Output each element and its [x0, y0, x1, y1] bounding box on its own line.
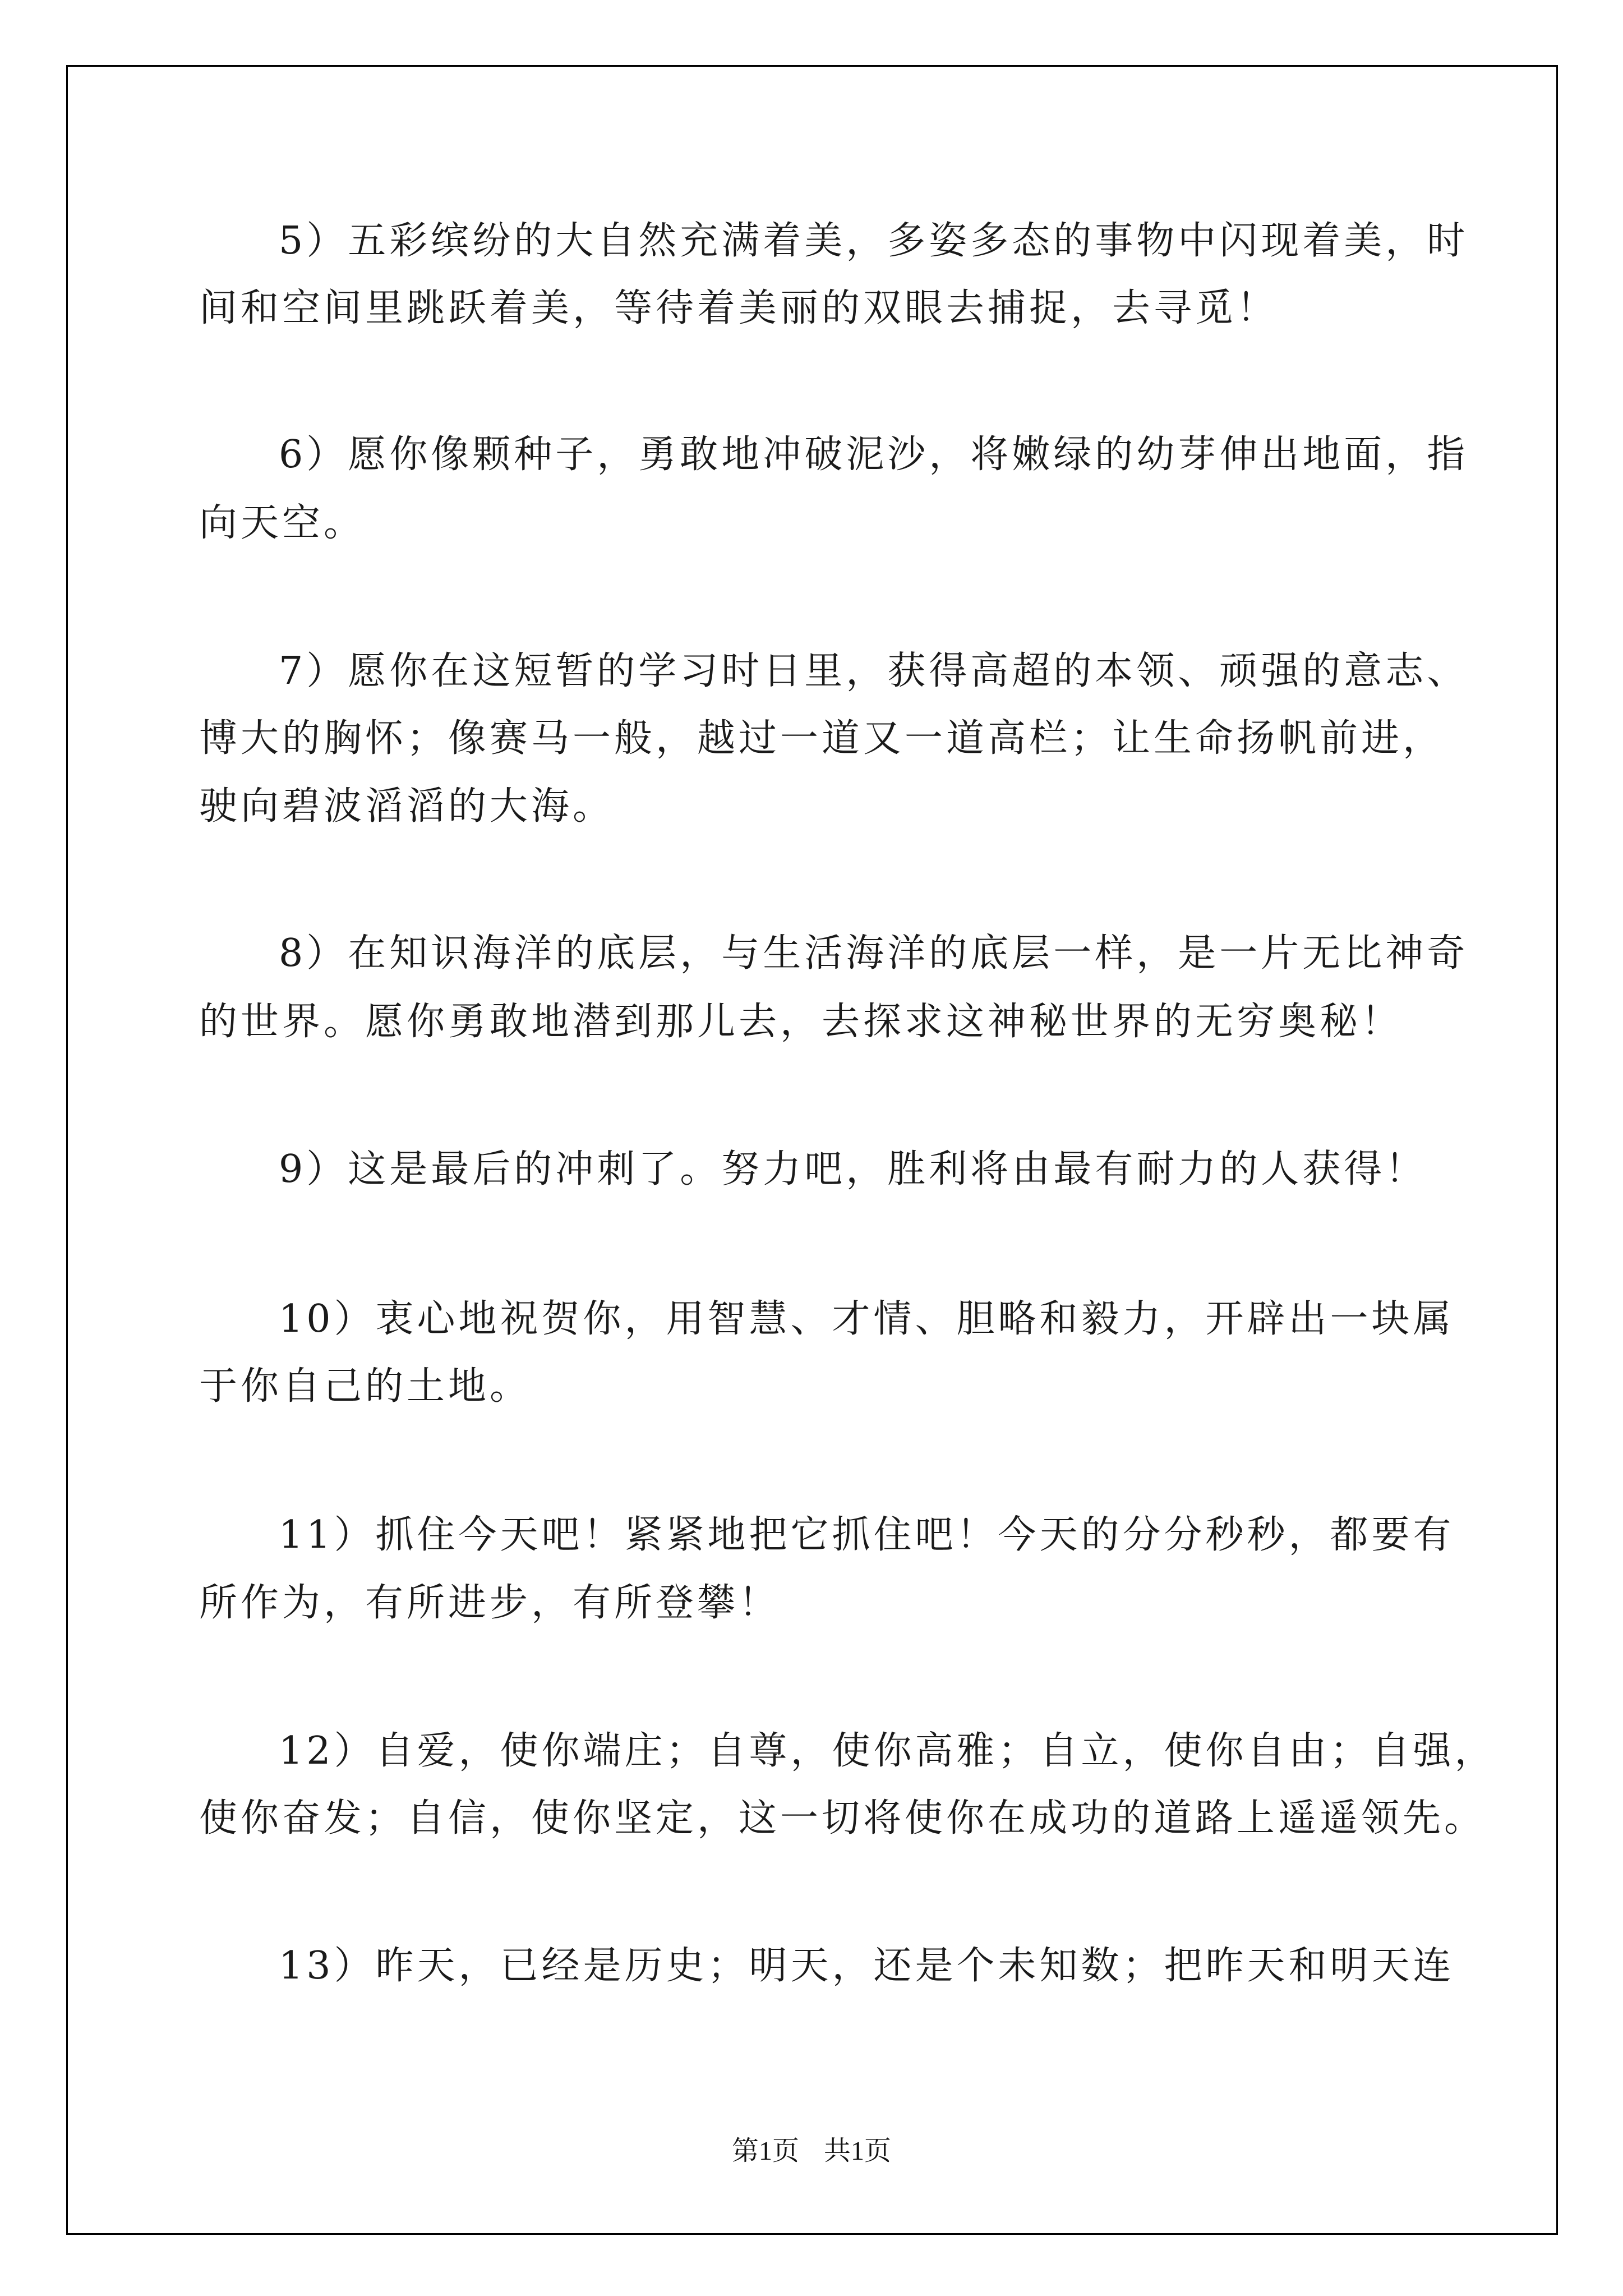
- paragraph-11-line-2: 所作为，有所进步，有所登攀！: [199, 1581, 781, 1625]
- paragraph-5-line-1: 5）五彩缤纷的大自然充满着美，多姿多态的事物中闪现着美，时: [279, 219, 1469, 263]
- paragraph-9-line-1: 9）这是最后的冲刺了。努力吧，胜利将由最有耐力的人获得！: [279, 1147, 1427, 1191]
- paragraph-7-line-1: 7）愿你在这短暂的学习时日里，获得高超的本领、顽强的意志、: [279, 649, 1469, 693]
- paragraph-12-line-1: 12）自爱，使你端庄；自尊，使你高雅；自立，使你自由；自强，: [279, 1729, 1496, 1773]
- paragraph-7-line-2: 博大的胸怀；像赛马一般，越过一道又一道高栏；让生命扬帆前进，: [199, 716, 1445, 761]
- paragraph-11-line-1: 11）抓住今天吧！紧紧地把它抓住吧！今天的分分秒秒，都要有: [279, 1513, 1455, 1557]
- page-number-total: 共1页: [824, 2136, 892, 2166]
- paragraph-10-line-1: 10）衷心地祝贺你，用智慧、才情、胆略和毅力，开辟出一块属: [279, 1297, 1455, 1341]
- paragraph-12-line-2: 使你奋发；自信，使你坚定，这一切将使你在成功的道路上遥遥领先。: [199, 1796, 1486, 1841]
- paragraph-7-line-3: 驶向碧波滔滔的大海。: [199, 784, 615, 829]
- paragraph-13-line-1: 13）昨天，已经是历史；明天，还是个未知数；把昨天和明天连: [279, 1944, 1455, 1988]
- paragraph-6-line-2: 向天空。: [199, 501, 366, 545]
- paragraph-5-line-2: 间和空间里跳跃着美，等待着美丽的双眼去捕捉，去寻觅！: [199, 286, 1279, 330]
- paragraph-6-line-1: 6）愿你像颗种子，勇敢地冲破泥沙，将嫩绿的幼芽伸出地面，指: [279, 432, 1469, 477]
- page-number-current: 第1页: [731, 2136, 799, 2166]
- paragraph-8-line-1: 8）在知识海洋的底层，与生活海洋的底层一样，是一片无比神奇: [279, 931, 1469, 976]
- paragraph-10-line-2: 于你自己的土地。: [199, 1364, 532, 1409]
- paragraph-8-line-2: 的世界。愿你勇敢地潜到那儿去，去探求这神秘世界的无穷奥秘！: [199, 1000, 1403, 1044]
- page-footer: [0, 2129, 1623, 2168]
